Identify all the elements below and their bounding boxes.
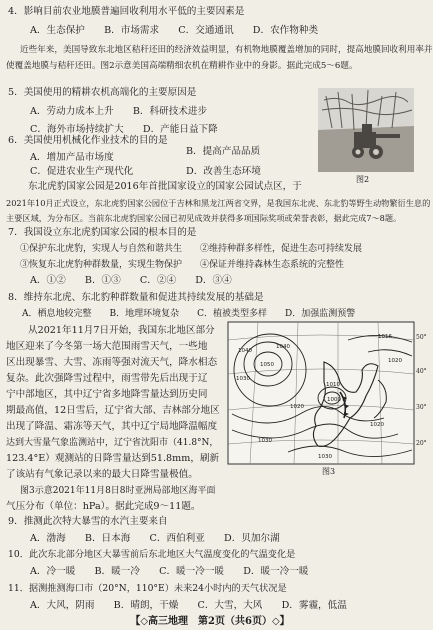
question-4-stem: 4．影响目前农业地膜普遍回收利用水平低的主要因素是 xyxy=(8,6,245,17)
isobar-label: 1030 xyxy=(258,438,272,444)
passage-line: 从2021年11月7日开始，我国东北地区部分 xyxy=(28,325,215,336)
question-7-statements-2: ③恢复东北虎豹种群数量，实现生物保护 ④保证并维持森林生态系统的完整性 xyxy=(20,260,345,270)
figure-2-caption: 图2 xyxy=(356,175,370,184)
passage-line: 气压分布（单位：hPa）。据此完成9～11题。 xyxy=(6,501,201,512)
question-8-stem: 8．维持东北虎、东北豹种群数量和促进其持续发展的基础是 xyxy=(8,292,264,303)
question-7-stem: 7．我国设立东北虎豹国家公园的根本目的是 xyxy=(8,227,197,238)
passage-line: 出现了降温、霜冻等天气，其中辽宁局地降温幅度 xyxy=(6,421,218,432)
lat-label: 50° xyxy=(416,334,427,341)
passage-line: 宁中部地区，其中辽宁省多地降雪量达到历史同 xyxy=(6,389,208,400)
passage-line: 2021年10月正式设立，东北虎豹国家公园位于吉林和黑龙江两省交界，是我国东北虎、东北豹等野生动物繁衍生息的 xyxy=(6,198,431,208)
question-11-stem: 11．据测推测海口市（20°N，110°E）未来24小时内的天气状况是 xyxy=(8,583,287,594)
passage-line: 复杂。此次强降雪过程中，雨雪带先后出现于辽 xyxy=(6,373,208,384)
passage-line: 区出现暴雪、大雪、冻雨等强对流天气，降水相态 xyxy=(6,357,218,368)
isobar-map xyxy=(228,322,414,464)
passage-line: 了该站有气象记录以来的最大日降雪量极值。 xyxy=(6,469,198,480)
isobar-label: 1040 xyxy=(238,348,252,354)
question-10-options: A．冷一暖 B．暖一冷 C．暖一冷一暖 D．暖一冷一暖 xyxy=(30,566,309,577)
isobar-label: 1020 xyxy=(290,404,304,410)
isobar-label: 1030 xyxy=(318,454,332,460)
passage-line: 近些年来，美国导致东北地区秸秆还田的经济效益明显，有机物地膜覆盖增加的同时，提高地膜回收利用率并 xyxy=(20,45,433,55)
passage-line: 123.4°E）观测站的日降雪量达到51.8mm，刷新 xyxy=(6,453,220,464)
question-9-stem: 9．推测此次特大暴雪的水汽主要来自 xyxy=(8,516,168,527)
passage-line: 使覆盖地膜与秸秆还田。图2示意美国高端精细农机在精耕作业中的身影。据此完成5～6题。 xyxy=(6,61,358,71)
question-6-option-c: C．促进农业生产现代化 xyxy=(30,166,134,177)
lat-label: 30° xyxy=(416,404,427,411)
question-11-options: A．大风，阴雨 B．晴朗，干燥 C．大雪，大风 D．雾霾，低温 xyxy=(30,600,347,611)
figure-2-photo xyxy=(318,88,414,172)
passage-line: 期最高值，12日雪后，辽宁省大部、吉林部分地区 xyxy=(6,405,220,416)
isobar-label: 1000 xyxy=(327,397,341,403)
question-10-stem: 10．此次东北部分地区大暴雪前后东北地区大气温度变化的气温变化是 xyxy=(8,549,296,560)
isobar-label: 1020 xyxy=(370,422,384,428)
lat-label: 40° xyxy=(416,368,427,375)
question-6-option-d: D．改善生态环境 xyxy=(186,166,261,177)
question-7-statements-1: ①保护东北虎豹，实现人与自然和谐共生 ②维持种群多样性，促进生态可持续发展 xyxy=(20,244,363,254)
question-6-option-b: B．提高产品品质 xyxy=(186,146,261,157)
isobar-label: 1040 xyxy=(276,344,290,350)
question-6-option-a: A．增加产品市场度 xyxy=(30,152,114,163)
farm-machine-photo xyxy=(318,88,414,172)
lat-label: 20° xyxy=(416,440,427,447)
passage-line: 地区迎来了今冬第一场大范围雨雪天气，一些地 xyxy=(6,341,208,352)
question-8-options: A．栖息地较完整 B．地理环境复杂 C．植被类型多样 D．加强监测预警 xyxy=(22,309,356,319)
passage-line: 达到大雪量气象监测站中，辽宁省沈阳市（41.8°N， xyxy=(6,438,219,448)
isobar-label: 1050 xyxy=(260,362,274,368)
isobar-label: 1020 xyxy=(388,358,402,364)
isobar-label: 1030 xyxy=(236,376,250,382)
passage-line: 图3示意2021年11月8日8时亚洲局部地区海平面 xyxy=(20,486,216,496)
isobar-label: 1010 xyxy=(326,382,340,388)
passage-line: 东北虎豹国家公园是2016年首批国家设立的国家公园试点区，于 xyxy=(28,181,302,192)
question-6-stem: 6．美国使用机械化作业技术的目的是 xyxy=(8,135,168,146)
question-7-options: A．①② B．①③ C．②④ D．③④ xyxy=(30,275,232,286)
figure-3-isobar-map xyxy=(228,322,414,464)
question-4-options: A．生态保护 B．市场需求 C．交通通讯 D．农作物种类 xyxy=(30,25,319,36)
question-5-option-c: C．海外市场持续扩大 D．产能日益下降 xyxy=(30,124,218,135)
page-footer: 【◇高三地理 第2页（共6页）◇】 xyxy=(130,616,290,627)
question-5-option-a: A．劳动力成本上升 B．科研技术进步 xyxy=(30,106,208,117)
passage-line: 主要区域，为分布区。当前东北虎豹国家公园已初见成效并获得多项国际奖项或荣誉表彰，据此完成7～8题。 xyxy=(6,213,402,223)
figure-3-caption: 图3 xyxy=(322,467,336,476)
question-5-stem: 5．美国使用的精耕农机高端化的主要原因是 xyxy=(8,87,197,98)
question-9-options: A．渤海 B．日本海 C．西伯利亚 D．贝加尔湖 xyxy=(30,533,280,544)
isobar-label: 1016 xyxy=(378,334,392,340)
